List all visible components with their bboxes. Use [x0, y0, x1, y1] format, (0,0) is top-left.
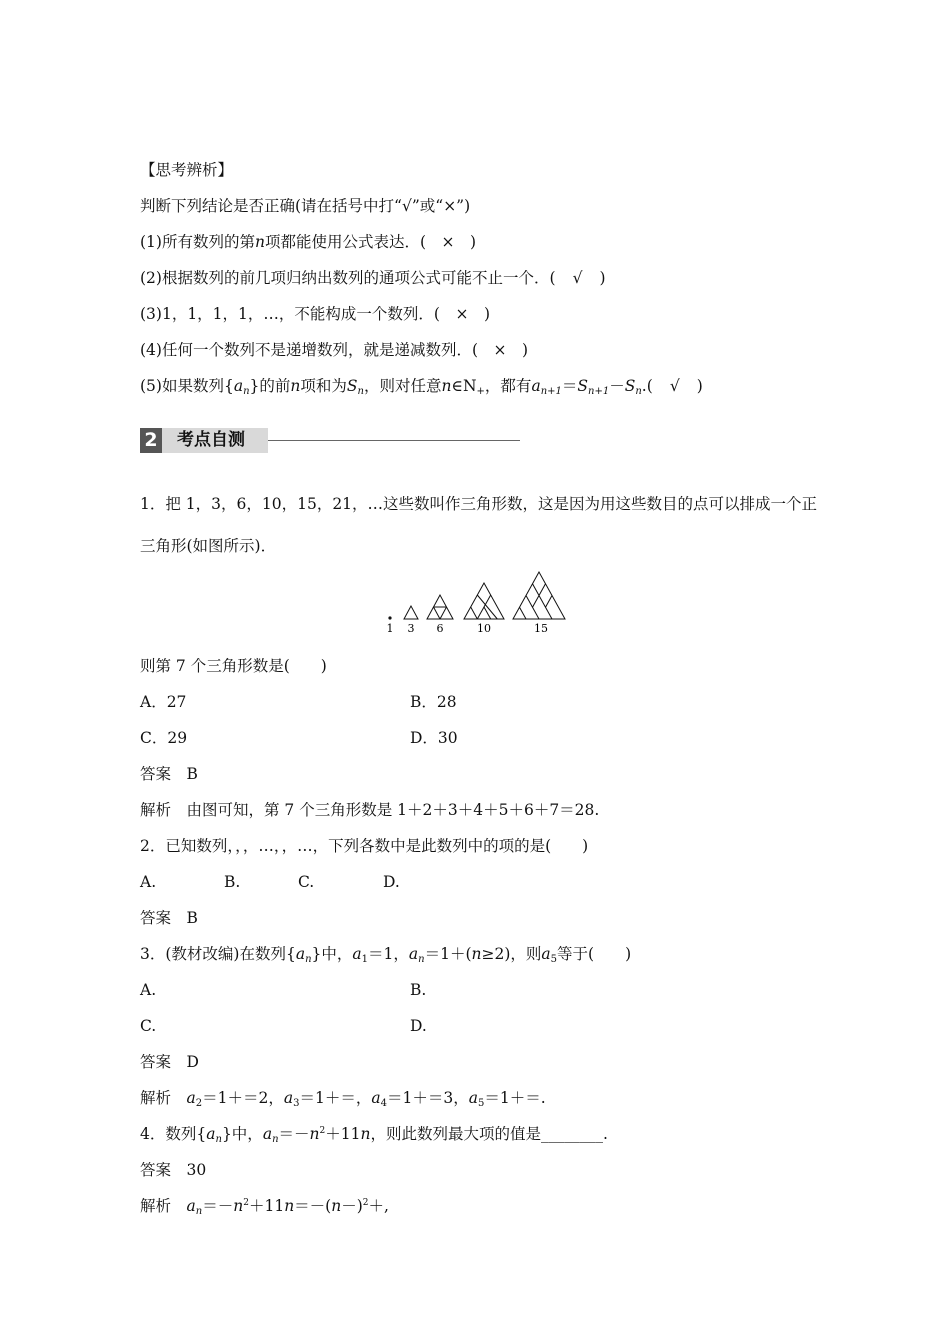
q1-option-c[interactable]: C．29: [140, 729, 188, 747]
figure-triangle-6: [427, 595, 453, 619]
q1-analysis: 解析 由图可知，第 7 个三角形数是 1＋2＋3＋4＋5＋6＋7＝28.: [140, 801, 600, 819]
q2-option-d[interactable]: D.: [383, 873, 400, 891]
q1-answer: 答案 B: [140, 765, 198, 783]
judgement-item-5: (5)如果数列{an}的前n项和为Sn，则对任意n∈N+，都有an+1＝Sn+1－Sn.( √ ): [140, 377, 703, 397]
q3-option-b[interactable]: B.: [410, 981, 427, 999]
q1-stem: 则第 7 个三角形数是( ): [140, 657, 327, 675]
figure-label-15: 15: [534, 622, 548, 635]
figure-label-1: 1: [386, 622, 394, 635]
q4-analysis: 解析 $an=-n^2+11n=-(n-)^2+$,: [140, 1197, 389, 1217]
judgement-mark-1: ×: [441, 233, 455, 251]
judgement-mark-4: ×: [493, 341, 507, 359]
intro-text: 判断下列结论是否正确(请在括号中打“√”或“×”): [140, 197, 471, 215]
triangular-numbers-figure: [380, 570, 580, 635]
q1-option-a[interactable]: A．27: [140, 693, 187, 711]
figure-triangle-10: [464, 583, 504, 619]
section-2-rule: [268, 440, 520, 441]
q3-answer: 答案 D: [140, 1053, 199, 1071]
judgement-mark-3: ×: [455, 305, 469, 323]
q2-option-b[interactable]: B.: [224, 873, 241, 891]
q2-option-a[interactable]: A.: [140, 873, 157, 891]
q3-stem: 3．(教材改编)在数列{an}中，a1＝1，an＝1＋(n≥2)，则a5等于( ): [140, 945, 632, 965]
q4-stem: 4．数列{an}中，$an=-n^2+11n$，则此数列最大项的值是________.: [140, 1125, 608, 1145]
section-2-title: 考点自测: [177, 430, 245, 450]
q1-option-d[interactable]: D．30: [410, 729, 458, 747]
judgement-item-3: (3)1，1，1，1，…，不能构成一个数列．( × ): [140, 305, 491, 323]
section-2-header: [140, 428, 520, 454]
section-2-number: 2: [140, 428, 162, 453]
q4-answer: 答案 30: [140, 1161, 207, 1179]
judgement-item-1: (1)所有数列的第n项都能使用公式表达．( × ): [140, 233, 477, 251]
q1-option-b[interactable]: B．28: [410, 693, 457, 711]
figure-label-3: 3: [407, 622, 415, 635]
judgement-mark-2: √: [572, 269, 583, 287]
q3-option-c[interactable]: C.: [140, 1017, 157, 1035]
judgement-mark-5: √: [669, 377, 680, 395]
q3-option-d[interactable]: D.: [410, 1017, 427, 1035]
judgement-item-2: (2)根据数列的前几项归纳出数列的通项公式可能不止一个．( √ ): [140, 269, 606, 287]
figure-dot-1: [388, 616, 391, 619]
figure-triangle-3: [404, 606, 418, 619]
q2-option-c[interactable]: C.: [298, 873, 315, 891]
figure-triangle-15: [513, 572, 565, 619]
section-heading: 【思考辨析】: [140, 161, 234, 179]
figure-label-6: 6: [436, 622, 444, 635]
judgement-item-4: (4)任何一个数列不是递增数列，就是递减数列．( × ): [140, 341, 529, 359]
q2-answer: 答案 B: [140, 909, 198, 927]
figure-label-10: 10: [477, 622, 491, 635]
q3-analysis: 解析 a2＝1＋＝2，a3＝1＋＝，a4＝1＋＝3，a5＝1＋＝.: [140, 1089, 546, 1109]
q1-line-1: 1．把 1，3，6，10，15，21，…这些数叫作三角形数，这是因为用这些数目的点可以排成一个正: [140, 495, 818, 513]
q1-line-2: 三角形(如图所示)．: [140, 537, 277, 555]
q2-stem: 2．已知数列，，，…，，…，下列各数中是此数列中的项的是( ): [140, 837, 589, 855]
q3-option-a[interactable]: A.: [140, 981, 157, 999]
